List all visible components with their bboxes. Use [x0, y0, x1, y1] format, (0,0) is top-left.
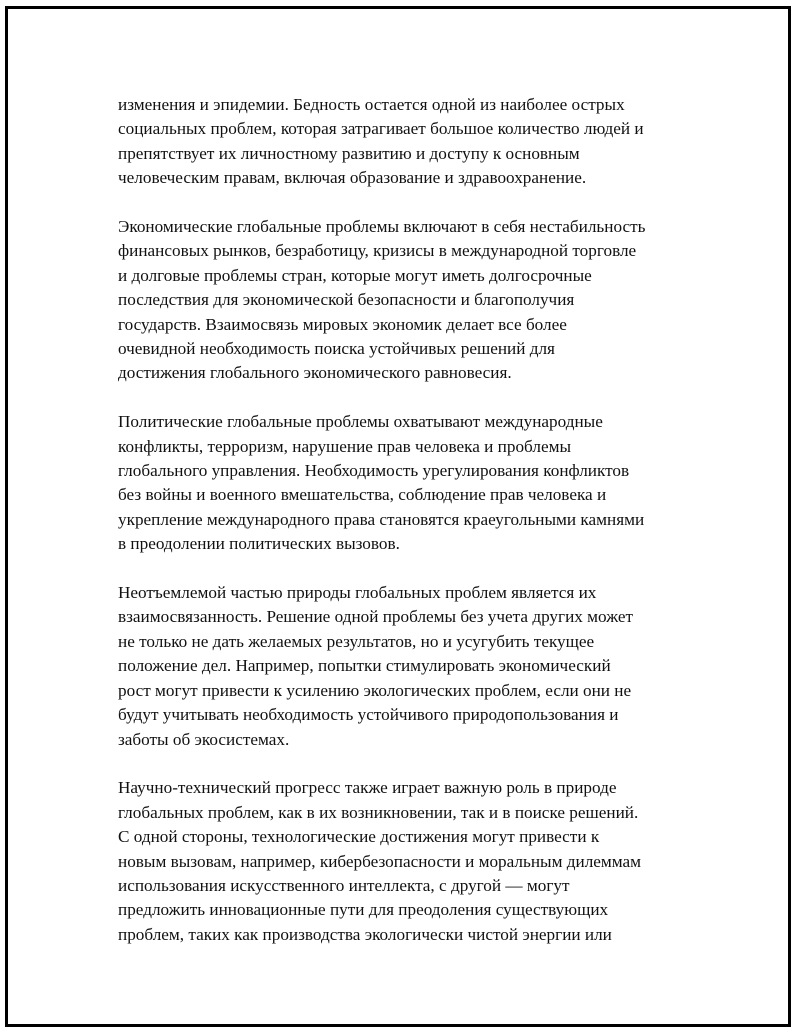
- paragraph-interconnectedness: Неотъемлемой частью природы глобальных проблем является их взаимосвязанность. Решение одной проблемы без учета других может не только не дать желаемых результатов, но и усугубить текущее положение дел. Например, попытки стимулировать экономический рост могут привести к усилению экологических проблем, если они не будут учитывать необходимость устойчивого природопользования и заботы об экосистемах.: [118, 583, 633, 749]
- paragraph-political-problems: Политические глобальные проблемы охватывают международные конфликты, терроризм, нарушение прав человека и проблемы глобального управления. Необходимость урегулирования конфликтов без войны и военного вмешательства, соблюдение прав человека и укрепление международного права становятся краеугольными камнями в преодолении политических вызовов.: [118, 412, 645, 554]
- paragraph-economic-problems: Экономические глобальные проблемы включают в себя нестабильность финансовых рынков, безработицу, кризисы в международной торговле и долговые проблемы стран, которые могут иметь долгосрочные последствия для экономической безопасности и благополучия государств. Взаимосвязь мировых экономик делает все более очевидной необходимость поиска устойчивых решений для достижения глобального экономического равновесия.: [118, 217, 646, 383]
- paragraph-poverty: изменения и эпидемии. Бедность остается одной из наиболее острых социальных проблем, которая затрагивает большое количество людей и препятствует их личностному развитию и доступу к основным человеческим правам, включая образование и здравоохранение.: [118, 95, 644, 188]
- document-body: [118, 93, 693, 972]
- paragraph-scientific-progress: Научно-технический прогресс также играет важную роль в природе глобальных проблем, как в их возникновении, так и в поиске решений. С одной стороны, технологические достижения могут привести к новым вызовам, например, кибербезопасности и моральным дилеммам использования искусственного интеллекта, с другой — могут предложить инновационные пути для преодоления существующих проблем, таких как производства экологически чистой энергии или: [118, 778, 642, 944]
